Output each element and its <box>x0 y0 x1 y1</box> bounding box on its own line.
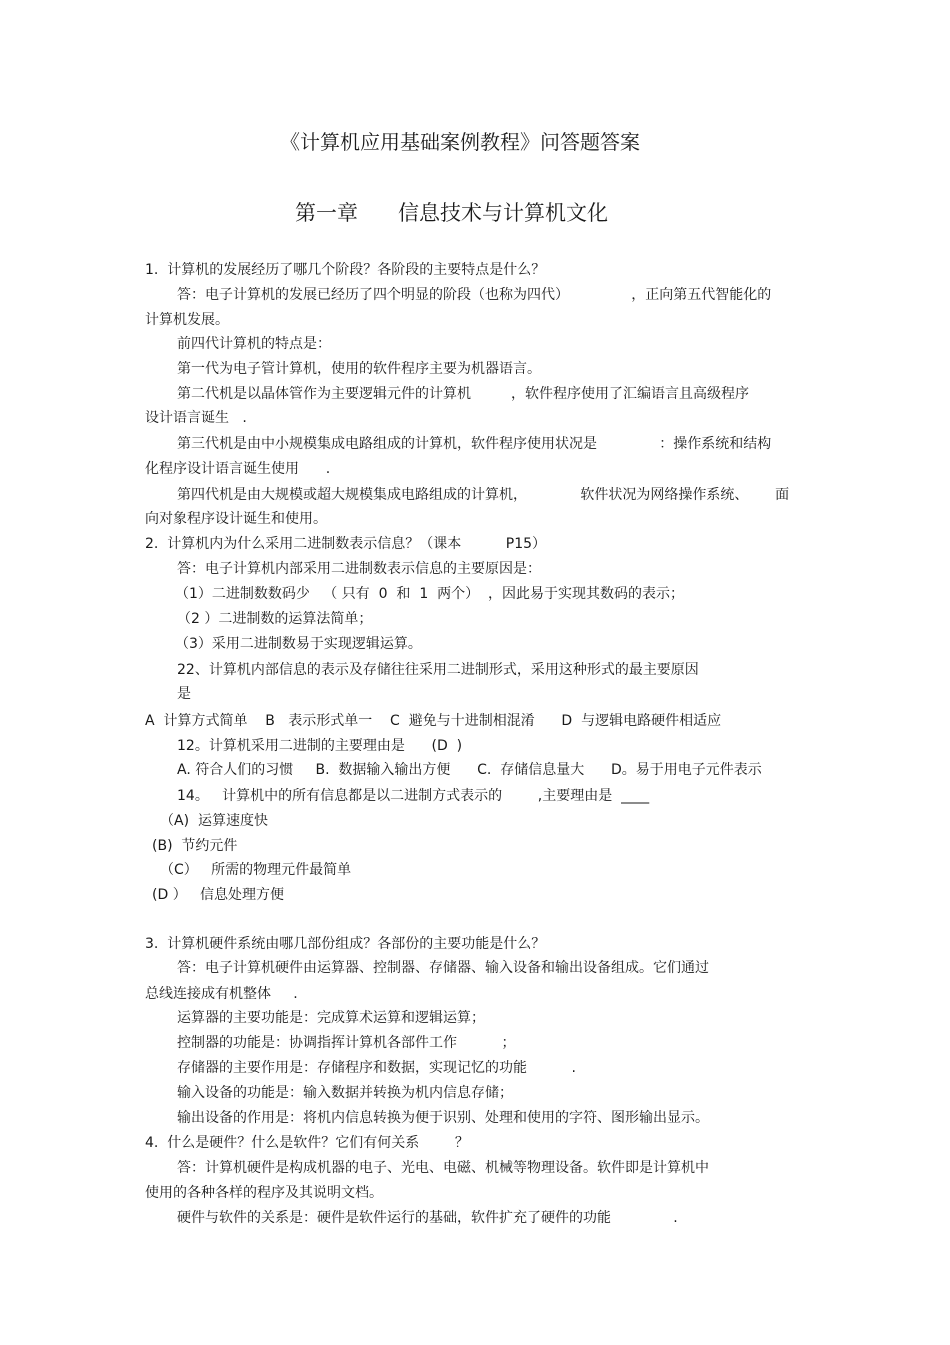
choice-line: (D ） 信息处理方便 <box>152 887 285 903</box>
choice-line: （A) 运算速度快 <box>160 813 268 829</box>
answer-line: 答：计算机硬件是构成机器的电子、光电、电磁、机械等物理设备。软件即是计算机中 <box>177 1160 709 1176</box>
answer-line: 化程序设计语言诞生使用 . <box>145 461 331 477</box>
answer-line: 控制器的功能是：协调指挥计算机各部件工作 ； <box>177 1035 516 1051</box>
answer-line: 硬件与软件的关系是：硬件是软件运行的基础，软件扩充了硬件的功能 . <box>177 1210 678 1226</box>
answer-line: 答：电子计算机的发展已经历了四个明显的阶段（也称为四代） ，正向第五代智能化的 <box>177 287 772 303</box>
choice-line: （C） 所需的物理元件最简单 <box>160 862 352 878</box>
answer-line: 向对象程序设计诞生和使用。 <box>145 511 327 527</box>
answer-line: （1）二进制数数码少 （ 只有 0 和 1 两个） ，因此易于实现其数码的表示； <box>175 586 685 602</box>
answer-line: （2 ）二进制数的运算法简单； <box>177 611 373 627</box>
question-4: 4. 什么是硬件？什么是软件？它们有何关系 ？ <box>145 1135 469 1151</box>
answer-line: 前四代计算机的特点是： <box>177 336 331 352</box>
answer-line: 输入设备的功能是：输入数据并转换为机内信息存储； <box>177 1085 513 1101</box>
question-1: 1. 计算机的发展经历了哪几个阶段？各阶段的主要特点是什么？ <box>145 262 546 278</box>
answer-line: 输出设备的作用是：将机内信息转换为便于识别、处理和使用的字符、图形输出显示。 <box>177 1110 709 1126</box>
answer-line: （3）采用二进制数易于实现逻辑运算。 <box>175 636 422 652</box>
question-3: 3. 计算机硬件系统由哪几部份组成？各部份的主要功能是什么？ <box>145 936 546 952</box>
answer-line: 使用的各种各样的程序及其说明文档。 <box>145 1185 383 1201</box>
answer-line: 运算器的主要功能是：完成算术运算和逻辑运算； <box>177 1010 485 1026</box>
answer-line: 第三代机是由中小规模集成电路组成的计算机，软件程序使用状况是 ：操作系统和结构 <box>177 436 772 452</box>
answer-line: 第一代为电子管计算机，使用的软件程序主要为机器语言。 <box>177 361 541 377</box>
chapter-heading: 第一章 信息技术与计算机文化 <box>295 201 609 225</box>
choice-line: A 计算方式简单 B 表示形式单一 C 避免与十进制相混淆 D 与逻辑电路硬件相适应 <box>145 713 722 729</box>
answer-line: 是 <box>177 686 191 702</box>
question-line: 12。计算机采用二进制的主要理由是 (D ) <box>177 738 463 754</box>
answer-line: 设计语言诞生 . <box>145 410 247 426</box>
answer-line: 总线连接成有机整体 . <box>145 986 298 1002</box>
answer-line: 计算机发展。 <box>145 312 229 328</box>
question-line: 14。 计算机中的所有信息都是以二进制方式表示的 ,主要理由是 ____ <box>177 788 650 804</box>
answer-line: 第四代机是由大规模或超大规模集成电路组成的计算机， 软件状况为网络操作系统、 面 <box>177 487 790 503</box>
answer-line: 答：电子计算机硬件由运算器、控制器、存储器、输入设备和输出设备组成。它们通过 <box>177 960 709 976</box>
answer-line: 存储器的主要作用是：存储程序和数据，实现记忆的功能 . <box>177 1060 576 1076</box>
choice-line: A. 符合人们的习惯 B. 数据输入输出方便 C. 存储信息量大 D。易于用电子元件表示 <box>177 762 762 778</box>
choice-line: (B) 节约元件 <box>152 838 238 854</box>
document-title: 《计算机应用基础案例教程》问答题答案 <box>280 130 640 154</box>
question-2: 2. 计算机内为什么采用二进制数表示信息？（课本 P15） <box>145 536 547 552</box>
answer-line: 第二代机是以晶体管作为主要逻辑元件的计算机 ，软件程序使用了汇编语言且高级程序 <box>177 386 750 402</box>
answer-line: 22、计算机内部信息的表示及存储往往采用二进制形式，采用这种形式的最主要原因 <box>177 662 699 678</box>
answer-line: 答：电子计算机内部采用二进制数表示信息的主要原因是： <box>177 561 541 577</box>
